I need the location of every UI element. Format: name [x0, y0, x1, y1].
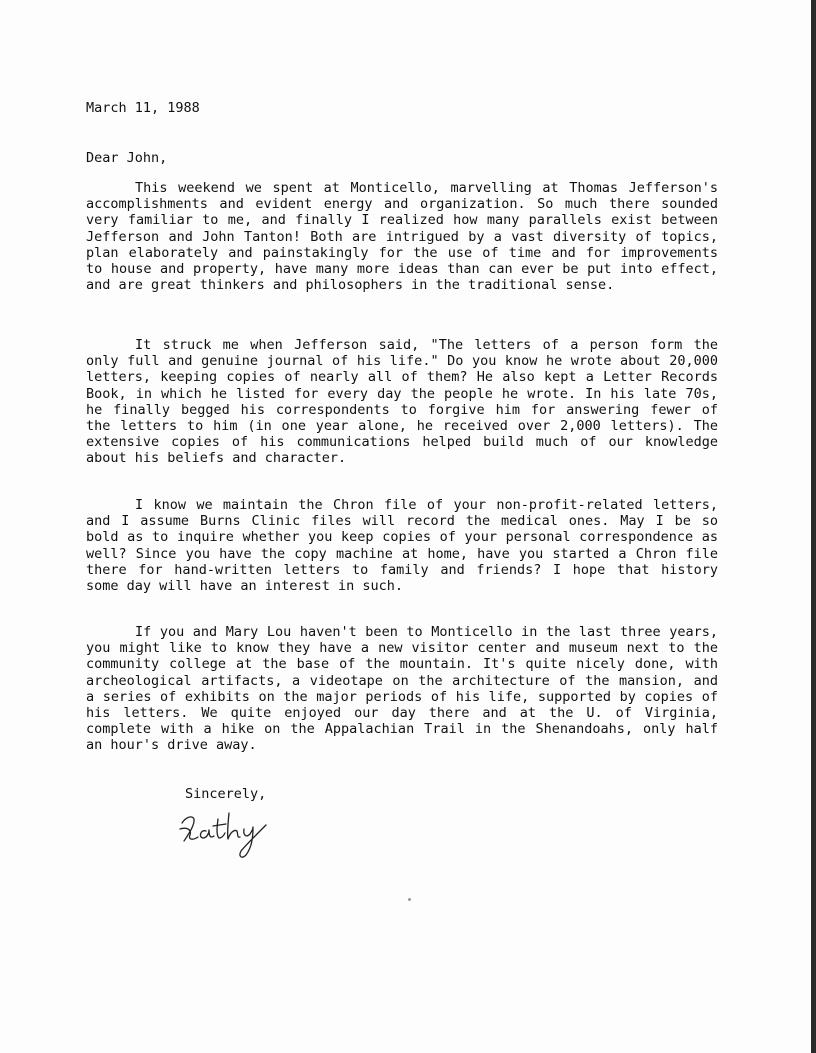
handwritten-signature [176, 805, 276, 863]
paragraph-letters: It struck me when Jefferson said, "The letters of a person form the only full and genuine journal of his life." Do you know he wrote about 20,000 letters, keeping copies of nearly all of them? He also kept a Letter Records Book, in which he listed for every day the people he wrote. In his late 70s, he finally begged his correspondents to forgive him for answering fewer of the letters to him (in one year alone, he received over 2,000 letters). The extensive copies of his communications helped build much of our knowledge about his beliefs and character. [86, 337, 718, 467]
letter-body [86, 100, 718, 802]
salutation: Dear John, [86, 150, 168, 166]
letter-date: March 11, 1988 [86, 100, 200, 116]
paragraph-chron-file: I know we maintain the Chron file of your non-profit-related letters, and I assume Burns Clinic files will record the medical ones. May I be so bold as to inquire whether you keep copies of your personal correspondence as well? Since you have the copy machine at home, have you started a Chron file there for hand-written letters to family and friends? I hope that history some day will have an interest in such. [86, 497, 718, 595]
closing: Sincerely, [185, 786, 267, 802]
scan-right-edge [811, 0, 816, 1053]
scan-speck [408, 898, 411, 901]
paragraph-monticello: This weekend we spent at Monticello, marvelling at Thomas Jefferson's accomplishments and evident energy and organization. So much there sounded very familiar to me, and finally I realized how many parallels exist between Jefferson and John Tanton! Both are intrigued by a vast diversity of topics, plan elaborately and painstakingly for the use of time and for improvements to house and property, have many more ideas than can ever be put into effect, and are great thinkers and philosophers in the traditional sense. [86, 180, 718, 294]
paragraph-visitor-center: If you and Mary Lou haven't been to Monticello in the last three years, you might like to know they have a new visitor center and museum next to the community college at the base of the mountain. It's quite nicely done, with archeological artifacts, a videotape on the architecture of the mansion, and a series of exhibits on the major periods of his life, supported by copies of his letters. We quite enjoyed our day there and at the U. of Virginia, complete with a hike on the Appalachian Trail in the Shenandoahs, only half an hour's drive away. [86, 624, 718, 754]
